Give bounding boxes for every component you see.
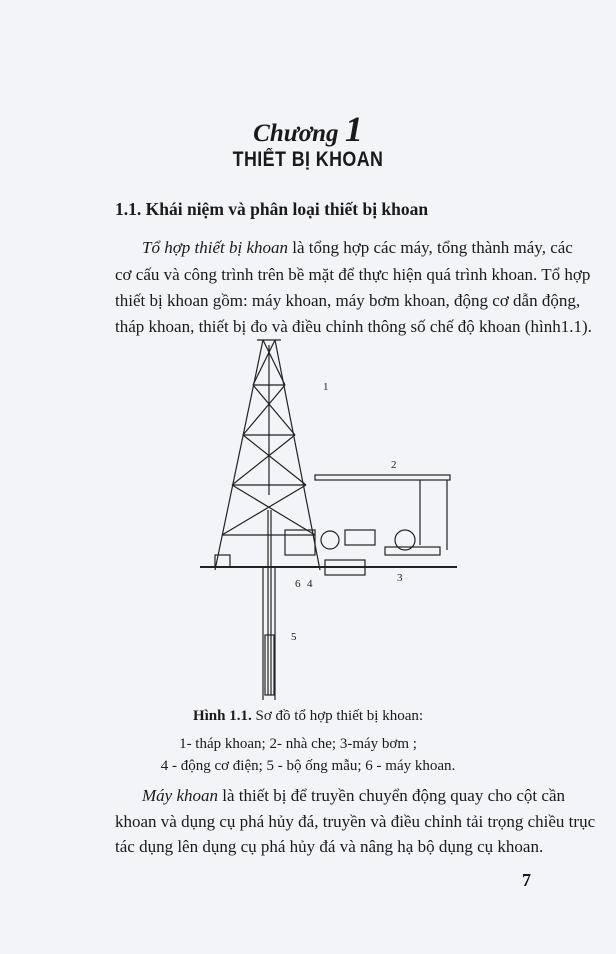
text: là tổng hợp các máy, tổng thành máy, các [288,238,573,257]
chapter-heading [0,108,616,150]
drilling-rig-diagram [195,335,465,705]
equipment [285,530,440,575]
paragraph1-line3: thiết bị khoan gồm: máy khoan, máy bơm khoan, động cơ dẫn động, [115,291,581,310]
chapter-title: THIẾT BỊ KHOAN [232,148,384,171]
section-heading: 1.1. Khái niệm và phân loại thiết bị khoan [115,199,429,219]
label-5: 5 [291,631,297,643]
paragraph2-line2: khoan và dụng cụ phá hủy đá, truyền và điều chỉnh tải trọng chiều trục [115,812,596,831]
label-2: 2 [391,459,397,471]
page-number: 7 [522,870,531,890]
paragraph1-line4: tháp khoan, thiết bị đo và điều chỉnh thông số chế độ khoan (hình1.1). [115,317,592,336]
chapter-number: 1 [344,109,363,149]
label-6: 6 [295,578,301,590]
paragraph1-line2: cơ cấu và công trình trên bề mặt để thực hiện quá trình khoan. Tổ hợp [115,265,591,284]
chapter-word: Chương [253,120,339,147]
label-3: 3 [397,572,403,584]
text: là thiết bị để truyền chuyển động quay cho cột cần [218,786,565,805]
caption-text: Sơ đồ tổ hợp thiết bị khoan: [251,708,424,724]
term: Máy khoan [142,786,219,805]
label-1: 1 [323,381,329,393]
paragraph2-line1 [142,786,565,806]
figure-legend-2: 4 - động cơ điện; 5 - bộ ống mẫu; 6 - máy khoan. [160,758,456,774]
paragraph2-line3: tác dụng lên dụng cụ phá hủy đá và nâng hạ bộ dụng cụ khoan. [115,837,544,856]
paragraph1-line1 [142,238,573,258]
figure-legend-1: 1- tháp khoan; 2- nhà che; 3-máy bơm ; [179,736,417,752]
figure-caption [0,708,616,725]
term: Tổ hợp thiết bị khoan [142,238,289,257]
label-4: 4 [307,578,313,590]
borehole [263,510,275,700]
caption-label: Hình 1.1. [192,708,252,724]
shelter [315,475,450,550]
